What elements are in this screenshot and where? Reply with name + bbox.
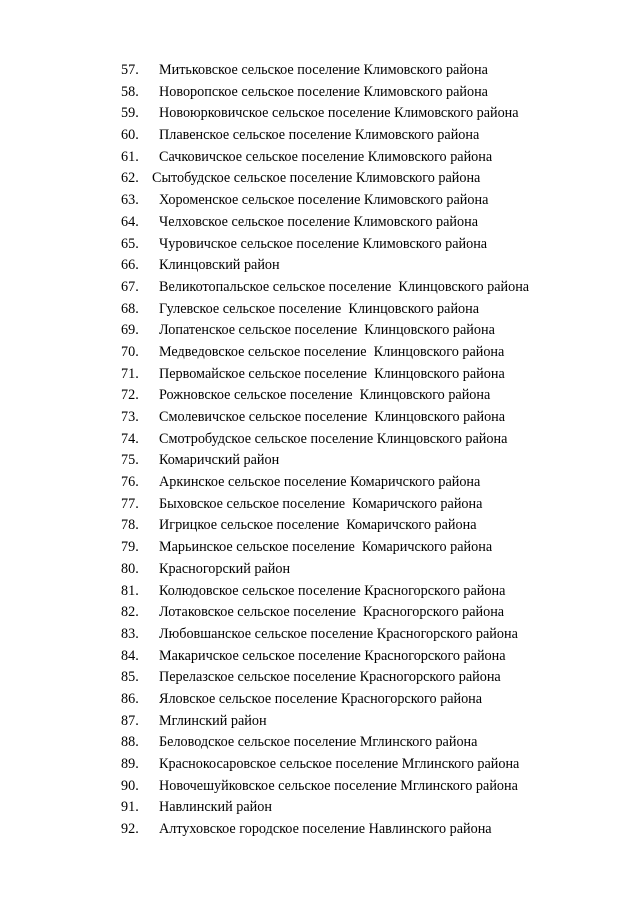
item-text: Митьковское сельское поселение Климовского района bbox=[159, 62, 488, 78]
item-number: 74. bbox=[121, 430, 139, 447]
list-item bbox=[0, 797, 640, 819]
item-text: Смолевичское сельское поселение Клинцовского района bbox=[159, 409, 506, 425]
item-text: Плавенское сельское поселение Климовского района bbox=[159, 127, 480, 144]
list-item bbox=[0, 472, 640, 494]
list-item bbox=[0, 190, 640, 212]
item-text: Мглинский район bbox=[159, 712, 267, 729]
item-number: 72. bbox=[121, 387, 139, 404]
item-number: 78. bbox=[121, 517, 139, 534]
list-item bbox=[0, 320, 640, 342]
item-text: Аркинское сельское поселение Комаричского района bbox=[159, 474, 481, 491]
item-text: Великотопальское сельское поселение Клинцовского района bbox=[159, 278, 530, 295]
list-item bbox=[0, 342, 640, 364]
list-item bbox=[0, 103, 640, 125]
item-text: Медведовское сельское поселение Клинцовского района bbox=[159, 343, 505, 360]
item-text: Рожновское сельское поселение Клинцовского района bbox=[159, 387, 491, 404]
list-item bbox=[0, 711, 640, 733]
list-item bbox=[0, 407, 640, 429]
item-text: Лотаковское сельское поселение Красногорского района bbox=[159, 604, 505, 621]
item-number: 85. bbox=[121, 669, 139, 686]
item-text: Лопатенское сельское поселение Клинцовского района bbox=[159, 322, 495, 339]
item-number: 86. bbox=[121, 690, 139, 707]
list-item bbox=[0, 689, 640, 711]
item-number: 73. bbox=[121, 409, 139, 425]
item-number: 75. bbox=[121, 452, 139, 469]
list-item bbox=[0, 624, 640, 646]
item-number: 62. bbox=[121, 170, 139, 187]
item-number: 91. bbox=[121, 799, 139, 816]
list-item bbox=[0, 754, 640, 776]
item-number: 63. bbox=[121, 192, 139, 209]
list-item bbox=[0, 60, 640, 82]
item-number: 88. bbox=[121, 734, 139, 751]
item-number: 71. bbox=[121, 365, 139, 382]
item-number: 59. bbox=[121, 105, 139, 122]
settlement-list bbox=[0, 60, 640, 841]
item-text: Марьинское сельское поселение Комаричского района bbox=[159, 539, 493, 556]
item-text: Комаричский район bbox=[159, 452, 280, 469]
list-item bbox=[0, 147, 640, 169]
list-item bbox=[0, 255, 640, 277]
list-item bbox=[0, 277, 640, 299]
item-text: Новочешуйковское сельское поселение Мглинского района bbox=[159, 777, 518, 794]
item-text: Клинцовский район bbox=[159, 257, 280, 274]
item-number: 67. bbox=[121, 278, 139, 295]
item-text: Колюдовское сельское поселение Красногорского района bbox=[159, 582, 506, 599]
item-text: Любовшанское сельское поселение Красногорского района bbox=[159, 625, 518, 642]
item-text: Хороменское сельское поселение Климовского района bbox=[159, 192, 489, 209]
item-text: Алтуховское городское поселение Навлинского района bbox=[159, 821, 492, 838]
item-number: 65. bbox=[121, 235, 139, 252]
item-number: 83. bbox=[121, 625, 139, 642]
item-text: Навлинский район bbox=[159, 799, 272, 816]
item-text: Чуровичское сельское поселение Климовского района bbox=[159, 235, 488, 252]
item-number: 68. bbox=[121, 300, 139, 317]
item-number: 61. bbox=[121, 148, 139, 165]
item-text: Быховское сельское поселение Комаричского района bbox=[159, 495, 483, 512]
item-number: 70. bbox=[121, 343, 139, 360]
item-number: 90. bbox=[121, 777, 139, 794]
list-item bbox=[0, 168, 640, 190]
item-number: 57. bbox=[121, 62, 139, 78]
list-item bbox=[0, 667, 640, 689]
item-text: Первомайское сельское поселение Клинцовского района bbox=[159, 365, 505, 382]
list-item bbox=[0, 364, 640, 386]
list-item bbox=[0, 559, 640, 581]
item-number: 79. bbox=[121, 539, 139, 556]
item-text: Красногорский район bbox=[159, 560, 291, 577]
item-number: 81. bbox=[121, 582, 139, 599]
item-number: 60. bbox=[121, 127, 139, 144]
item-number: 69. bbox=[121, 322, 139, 339]
list-item bbox=[0, 450, 640, 472]
item-text: Смотробудское сельское поселение Клинцовского района bbox=[159, 430, 508, 447]
item-number: 84. bbox=[121, 647, 139, 664]
item-text: Новоюрковичское сельское поселение Климовского района bbox=[159, 105, 519, 122]
item-text: Новоропское сельское поселение Климовского района bbox=[159, 83, 488, 100]
item-number: 64. bbox=[121, 213, 139, 230]
list-item bbox=[0, 429, 640, 451]
item-number: 58. bbox=[121, 83, 139, 100]
list-item bbox=[0, 732, 640, 754]
list-item bbox=[0, 234, 640, 256]
item-text: Гулевское сельское поселение Клинцовского района bbox=[159, 300, 480, 317]
item-text: Перелазское сельское поселение Красногорского района bbox=[159, 669, 501, 686]
item-text: Макаричское сельское поселение Красногорского района bbox=[159, 647, 506, 664]
list-item bbox=[0, 494, 640, 516]
list-item bbox=[0, 299, 640, 321]
item-number: 92. bbox=[121, 821, 139, 838]
item-number: 66. bbox=[121, 257, 139, 274]
list-item bbox=[0, 385, 640, 407]
item-text: Сытобудское сельское поселение Климовского района bbox=[152, 170, 481, 187]
item-text: Беловодское сельское поселение Мглинского района bbox=[159, 734, 478, 751]
item-number: 87. bbox=[121, 712, 139, 729]
item-number: 77. bbox=[121, 495, 139, 512]
list-item bbox=[0, 537, 640, 559]
item-text: Яловское сельское поселение Красногорского района bbox=[159, 690, 483, 707]
item-text: Игрицкое сельское поселение Комаричского района bbox=[159, 517, 477, 534]
item-text: Краснокосаровское сельское поселение Мглинского района bbox=[159, 756, 520, 772]
item-number: 76. bbox=[121, 474, 139, 491]
list-item bbox=[0, 776, 640, 798]
item-text: Сачковичское сельское поселение Климовского района bbox=[159, 148, 493, 165]
list-item bbox=[0, 581, 640, 603]
list-item bbox=[0, 646, 640, 668]
item-text: Челховское сельское поселение Климовского района bbox=[159, 213, 479, 230]
item-number: 80. bbox=[121, 560, 139, 577]
list-item bbox=[0, 125, 640, 147]
item-number: 89. bbox=[121, 756, 139, 772]
list-item bbox=[0, 602, 640, 624]
item-number: 82. bbox=[121, 604, 139, 621]
list-item bbox=[0, 515, 640, 537]
list-item bbox=[0, 819, 640, 841]
list-item bbox=[0, 212, 640, 234]
list-item bbox=[0, 82, 640, 104]
